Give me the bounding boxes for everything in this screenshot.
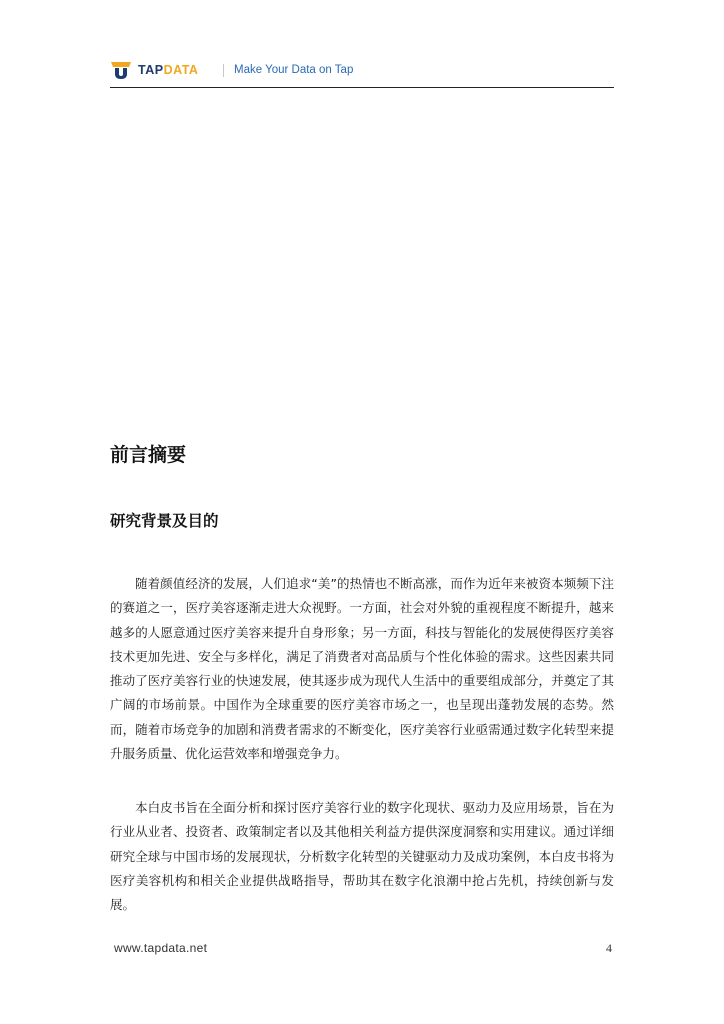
page-number: 4 xyxy=(606,941,612,955)
section-title: 前言摘要 xyxy=(110,444,187,466)
tapdata-logo-icon xyxy=(110,60,132,80)
logo-wordmark: TAPDATA xyxy=(138,63,199,77)
tagline: Make Your Data on Tap xyxy=(234,64,354,76)
footer-url: www.tapdata.net xyxy=(114,941,208,955)
tapdata-logo xyxy=(110,60,198,80)
header-rule xyxy=(110,87,614,88)
page-header xyxy=(110,58,614,88)
body-paragraph: 随着颜值经济的发展，人们追求“美”的热情也不断高涨，而作为近年来被资本频频下注的赛道之一，医疗美容逐渐走进大众视野。一方面，社会对外貌的重视程度不断提升，越来越多的人愿意通过医疗美容来提升自身形象；另一方面，科技与智能化的发展使得医疗美容技术更加先进、安全与多样化，满足了消费者对高品质与个性化体验的需求。这些因素共同推动了医疗美容行业的快速发展，使其逐步成为现代人生活中的重要组成部分，并奠定了其广阔的市场前景。中国作为全球重要的医疗美容市场之一，也呈现出蓬勃发展的态势。然而，随着市场竞争的加剧和消费者需求的不断变化，医疗美容行业亟需通过数字化转型来提升服务质量、优化运营效率和增强竞争力。 xyxy=(110,576,614,762)
body-paragraph: 本白皮书旨在全面分析和探讨医疗美容行业的数字化现状、驱动力及应用场景，旨在为行业从业者、投资者、政策制定者以及其他相关利益方提供深度洞察和实用建议。通过详细研究全球与中国市场的发展现状，分析数字化转型的关键驱动力及成功案例，本白皮书将为医疗美容机构和相关企业提供战略指导，帮助其在数字化浪潮中抢占先机，持续创新与发展。 xyxy=(110,800,614,913)
subsection-title: 研究背景及目的 xyxy=(110,512,219,530)
header-divider xyxy=(223,64,224,77)
